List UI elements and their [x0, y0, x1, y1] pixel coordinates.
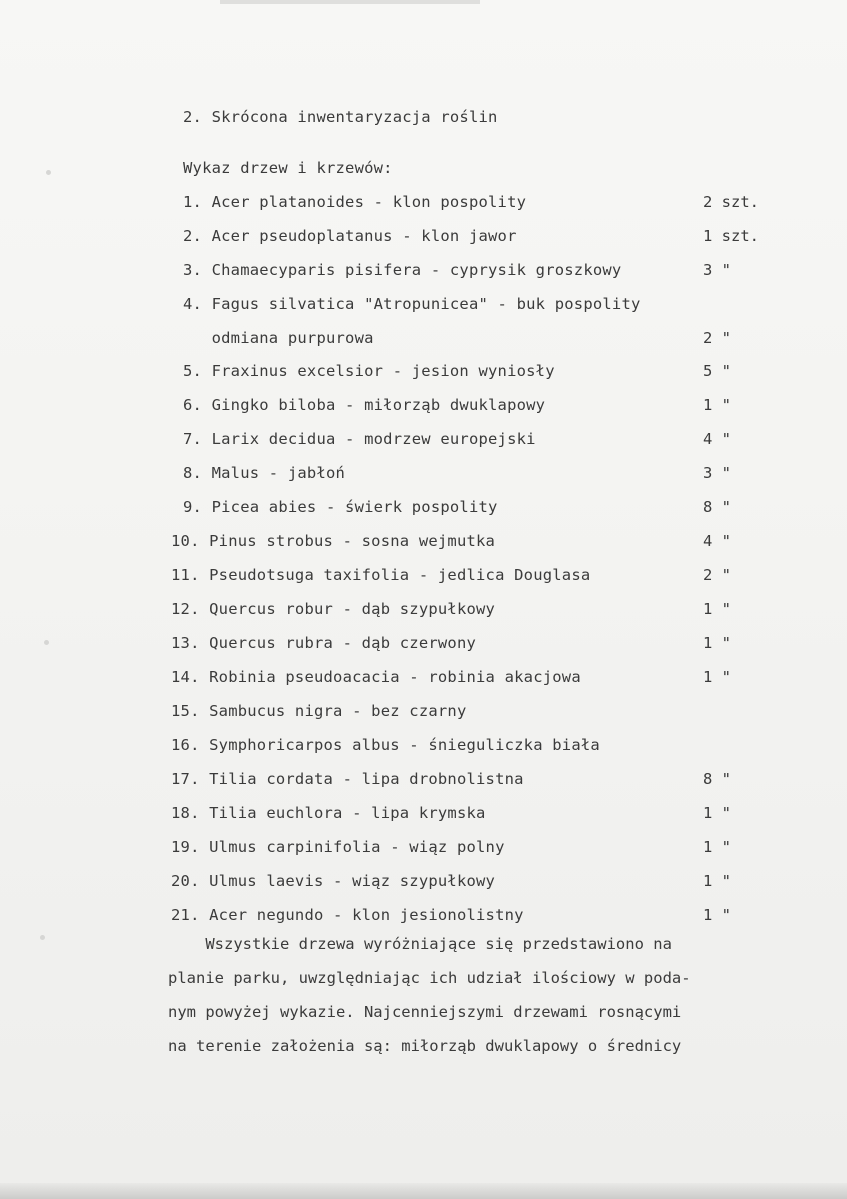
- list-item-quantity: 1 ": [703, 838, 731, 856]
- list-title: Wykaz drzew i krzewów:: [183, 159, 393, 177]
- paragraph-line: planie parku, uwzględniając ich udział ilościowy w poda-: [168, 969, 691, 987]
- list-item-quantity: 1 szt.: [703, 227, 759, 245]
- list-item-quantity: 3 ": [703, 261, 731, 279]
- scan-top-edge: [220, 0, 480, 4]
- list-item-quantity: 1 ": [703, 634, 731, 652]
- list-item-text: 1. Acer platanoides - klon pospolity: [183, 193, 527, 211]
- paragraph-line: na terenie założenia są: miłorząb dwuklapowy o średnicy: [168, 1037, 682, 1055]
- list-item-text: 13. Quercus rubra - dąb czerwony: [171, 634, 477, 652]
- list-item-quantity: 2 szt.: [703, 193, 759, 211]
- list-item-text: 2. Acer pseudoplatanus - klon jawor: [183, 227, 517, 245]
- list-item-text: 16. Symphoricarpos albus - śnieguliczka biała: [171, 736, 600, 754]
- list-item-quantity: 8 ": [703, 498, 731, 516]
- binding-hole-mark: [44, 640, 49, 645]
- list-item-text: 17. Tilia cordata - lipa drobnolistna: [171, 770, 524, 788]
- list-item-text: odmiana purpurowa: [183, 329, 374, 347]
- list-item-quantity: 1 ": [703, 668, 731, 686]
- list-item-quantity: 2 ": [703, 566, 731, 584]
- list-item-quantity: 1 ": [703, 804, 731, 822]
- list-item-text: 11. Pseudotsuga taxifolia - jedlica Douglasa: [171, 566, 591, 584]
- list-item-quantity: 1 ": [703, 600, 731, 618]
- list-item-quantity: 4 ": [703, 430, 731, 448]
- list-item-quantity: 1 ": [703, 872, 731, 890]
- list-item-text: 21. Acer negundo - klon jesionolistny: [171, 906, 524, 924]
- paragraph-line: Wszystkie drzewa wyróżniające się przedstawiono na: [168, 935, 672, 953]
- list-item-text: 18. Tilia euchlora - lipa krymska: [171, 804, 486, 822]
- list-item-text: 3. Chamaecyparis pisifera - cyprysik groszkowy: [183, 261, 622, 279]
- list-item-text: 9. Picea abies - świerk pospolity: [183, 498, 498, 516]
- list-item-text: 6. Gingko biloba - miłorząb dwuklapowy: [183, 396, 546, 414]
- list-item-quantity: 8 ": [703, 770, 731, 788]
- scan-bottom-edge: [0, 1183, 847, 1199]
- list-item-text: 15. Sambucus nigra - bez czarny: [171, 702, 467, 720]
- list-item-quantity: 2 ": [703, 329, 731, 347]
- list-item-text: 5. Fraxinus excelsior - jesion wyniosły: [183, 362, 555, 380]
- list-item-text: 10. Pinus strobus - sosna wejmutka: [171, 532, 496, 550]
- list-item-text: 8. Malus - jabłoń: [183, 464, 346, 482]
- list-item-text: 19. Ulmus carpinifolia - wiąz polny: [171, 838, 505, 856]
- list-item-text: 20. Ulmus laevis - wiąz szypułkowy: [171, 872, 496, 890]
- list-item-quantity: 4 ": [703, 532, 731, 550]
- list-item-quantity: 5 ": [703, 362, 731, 380]
- list-item-quantity: 3 ": [703, 464, 731, 482]
- paragraph-line: nym powyżej wykazie. Najcenniejszymi drzewami rosnącymi: [168, 1003, 682, 1021]
- binding-hole-mark: [46, 170, 51, 175]
- section-heading: 2. Skrócona inwentaryzacja roślin: [183, 108, 498, 126]
- list-item-text: 12. Quercus robur - dąb szypułkowy: [171, 600, 496, 618]
- list-item-text: 4. Fagus silvatica "Atropunicea" - buk pospolity: [183, 295, 641, 313]
- binding-hole-mark: [40, 935, 45, 940]
- list-item-quantity: 1 ": [703, 396, 731, 414]
- list-item-quantity: 1 ": [703, 906, 731, 924]
- list-item-text: 7. Larix decidua - modrzew europejski: [183, 430, 536, 448]
- list-item-text: 14. Robinia pseudoacacia - robinia akacjowa: [171, 668, 581, 686]
